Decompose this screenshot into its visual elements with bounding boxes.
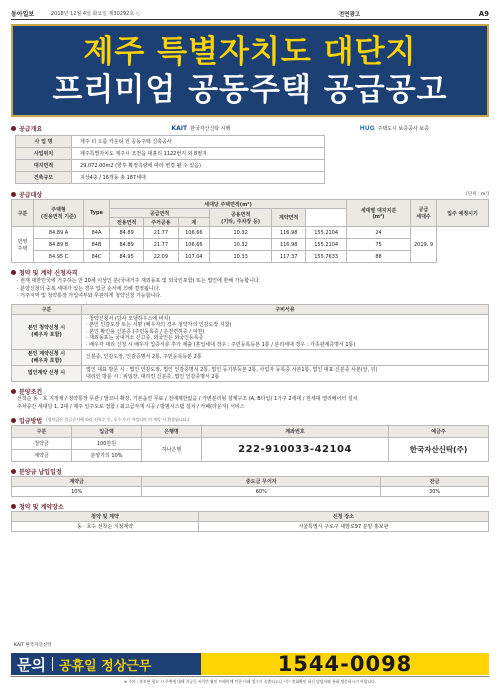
contact-bar <box>11 653 489 675</box>
section-title-options: 분양조건 <box>11 386 489 396</box>
table-row: 10% 60% 30% <box>12 487 489 497</box>
list-item: · 현재 대한민국에 거주하는 만 20세 이상인 분(국내거주 재외동포 및 외국인포함) 또는 법인에 한해 가능합니다. <box>17 278 261 284</box>
overview-table <box>15 135 325 184</box>
bullet-icon <box>11 192 16 197</box>
newspaper-header <box>11 8 489 20</box>
supply-table: 구분 주택형 (전용면적 기준) Type 세대당 주택면적(m²) 세대별 대지지분 (m²) 공급 세대수 입주 예정시기 공급면적 공용면적 (기타, 주차장 등) 계약면적 전용면적 주거공용 계 민영 주택 84.89 A 84A 84.89 21.77 106.66 10.32 116.98 155.2104 24 2019. 9 84.89 B 84B 84.89 21.77 106.66 10.32 116.98 155.2104 75 84.95 C 84C 84.95 22.09 107.04 10.33 117.37 155.7633 88 <box>11 199 489 263</box>
table-row: 본인 청약신청 시 (배우자 포함) · 청약신청서 (당사 모델하우스에 비치) · 본인 인감도장 또는 서명 (배우자의 경우 청약자의 인감도장 지참) · 본인 확인용 신분증 (주민등록증 / 운전면허증 / 여권) · 재외동포는 국내거소 신고증, 외국인은 외국인등록증 · 배우자 대리 신청 시 배우자 입증서류 추가 제출 (혼입세대 경우 : 주민등록등본 1통 / 분리세대 경우 : 가족관계증명서 1통) <box>12 314 489 350</box>
table-row: 동 · 호수 선착순 지정계약 서울특별시 구로구 새말로97 분양 홍보관 <box>12 522 489 532</box>
bullet-icon <box>11 270 16 275</box>
bullet-icon <box>11 469 16 474</box>
hug-logo: HUG <box>359 125 375 132</box>
table-row: 건축규모 지상4층 / 16개동 총 187세대 <box>16 172 325 184</box>
section-title-eligibility: 청약 및 계약 신청자격 <box>11 267 489 277</box>
list-item: · 거주지역 및 청약통장 가입여부와 무관하게 청약신청 가능합니다. <box>17 293 162 299</box>
section-title-schedule: 분양금 납입일정 <box>11 466 489 476</box>
table-row: 계약금 분양가의 10% <box>12 450 489 462</box>
business-hours: 공휴일 정상근무 <box>58 658 152 674</box>
table-row: 84.95 C 84C 84.95 22.09 107.04 10.33 117.37 155.7633 88 <box>12 251 489 263</box>
issue-date: 2018년 12월 4일 화요일 제30292호 ⓒ <box>51 11 141 17</box>
table-row: 사 업 명 제주 더 오름 카운티 원 공동주택 신축공사 <box>16 136 325 148</box>
section-title-payment: 입금방법 (청약금은 입금순서에 따라 선착순 동, 호수 우선 지정되며 미 계약 시 환불됩니다.) <box>11 415 489 425</box>
page-number: A9 <box>478 9 489 18</box>
bullet-icon <box>11 504 16 509</box>
table-row: 민영 주택 84.89 A 84A 84.89 21.77 106.66 10.32 116.98 155.2104 24 2019. 9 <box>12 227 489 239</box>
table-row: 사업위치 제주특별자치도 제주시 조천읍 대흘리 1122번지 외 8필지 <box>16 148 325 160</box>
section-label: 전면광고 <box>338 11 361 18</box>
guarantor-brand: HUG 주택도시 보증공사 보증 <box>359 125 429 132</box>
list-item: · 분양신청의 중복 세대가 있는 경우 입금 순서에 의해 결정됩니다. <box>17 285 161 292</box>
newspaper-logo: 동아일보 <box>11 11 35 18</box>
inquiry-label: 문의 <box>17 655 46 674</box>
overview-header <box>11 122 489 135</box>
place-table: 청약 및 계약 신청 장소 동 · 호수 선착순 지정계약 서울특별시 구로구 새말로97 분양 홍보관 <box>11 511 489 532</box>
section-title-overview: 공급개요 <box>11 124 42 134</box>
table-row: 청약금 100만원 하나은행 222-910033-42104 한국자산신탁(주) <box>12 438 489 450</box>
documents-table: 구분 구비서류 본인 청약신청 시 (배우자 포함) · 청약신청서 (당사 모델하우스에 비치) · 본인 인감도장 또는 서명 (배우자의 경우 청약자의 인감도장 지참) · 본인 확인용 신분증 (주민등록증 / 운전면허증 / 여권) · 재외동포는 국내거소 신고증, 외국인은 외국인등록증 · 배우자 대리 신청 시 배우자 입증서류 추가 제출 (혼입세대 경우 : 주민등록등본 1통 / 분리세대 경우 : 가족관계증명서 1통) 본인 계약신청 시 (배우자 포함) 신분증, 인감도장, 인감증명서 2통, 주민등록등본 2통 법인계약 신청 시 법인 대표 방문 시 : 법인 인감도장, 법인 인감증명서 2통, 법인 등기부등본 2통, 사업자 등록증 사본1통, 법인 대표 신분증 사본(앞, 뒤) 대리인 방문 시 : 위임장, 대리인 신분증, 법인 인감증명서 2통 <box>11 304 489 383</box>
options-text: 선착순 동 · 호 지정제 / 청약통장 무관 / 발코니 확장, 기본옵션 무료 / 전매제한없음 / 가변분리형 설계구조 (A, B타입) 1가구 2세대 / 전세대 엘리베이터 설치 주차공간 세대당 1, 2대 / 제주 일주도로 접함 / 최고급자재 시공 / 방범시스템 설치 / 카페(라운지) 서비스 <box>17 396 358 410</box>
table-row: 84.89 B 84B 84.89 21.77 106.66 10.32 116.98 155.2104 75 <box>12 239 489 251</box>
banner-headline-1: 제주 특별자치도 대단지 <box>83 34 417 70</box>
bullet-icon <box>11 418 16 423</box>
account-number: 222-910033-42104 <box>202 438 389 462</box>
footer-notice: ※ 주의 : 홍보된 광고 시 주변에 대해 착공등 서식만 활인 트레이에 인한 미래 접수가 속출되오니 "꼭" 전화확인 하신 담당자와 통화 방문하시기 바랍니다. <box>11 676 489 686</box>
kait-logo: KAIT <box>171 125 188 132</box>
bullet-icon <box>11 126 16 131</box>
table-row: 본인 계약신청 시 (배우자 포함) 신분증, 인감도장, 인감증명서 2통, 주민등록등본 2통 <box>12 350 489 366</box>
schedule-table: 계약금 중도금 무이자 잔금 10% 60% 30% <box>11 476 489 497</box>
payment-table: 구분 입금액 은행명 계좌번호 예금주 청약금 100만원 하나은행 222-910033-42104 한국자산신탁(주) 계약금 분양가의 10% <box>11 425 489 462</box>
table-row: 법인계약 신청 시 법인 대표 방문 시 : 법인 인감도장, 법인 인감증명서 2통, 법인 등기부등본 2통, 사업자 등록증 사본1통, 법인 대표 신분증 사본(앞, 뒤) 대리인 방문 시 : 위임장, 대리인 신분증, 법인 인감증명서 2통 <box>12 366 489 382</box>
banner-headline-2: 프리미엄 공동주택 공급공고 <box>52 72 448 108</box>
ad-banner <box>11 24 489 117</box>
kait-footer-logo: KAIT 한국자산신탁 <box>14 643 52 648</box>
section-title-supply: 공급대상 [단위 : m²] <box>11 189 489 199</box>
bullet-icon <box>11 389 16 394</box>
table-row: 대지면적 29,072.00m2 (향후 확정측량에 따라 변경 될 수 있음) <box>16 160 325 172</box>
developer-brand: KAIT 한국자산신탁 시행 <box>171 125 231 132</box>
section-title-place: 청약 및 계약장소 <box>11 501 489 511</box>
eligibility-list <box>11 278 489 301</box>
phone-number[interactable]: 1544-0098 <box>277 652 413 676</box>
